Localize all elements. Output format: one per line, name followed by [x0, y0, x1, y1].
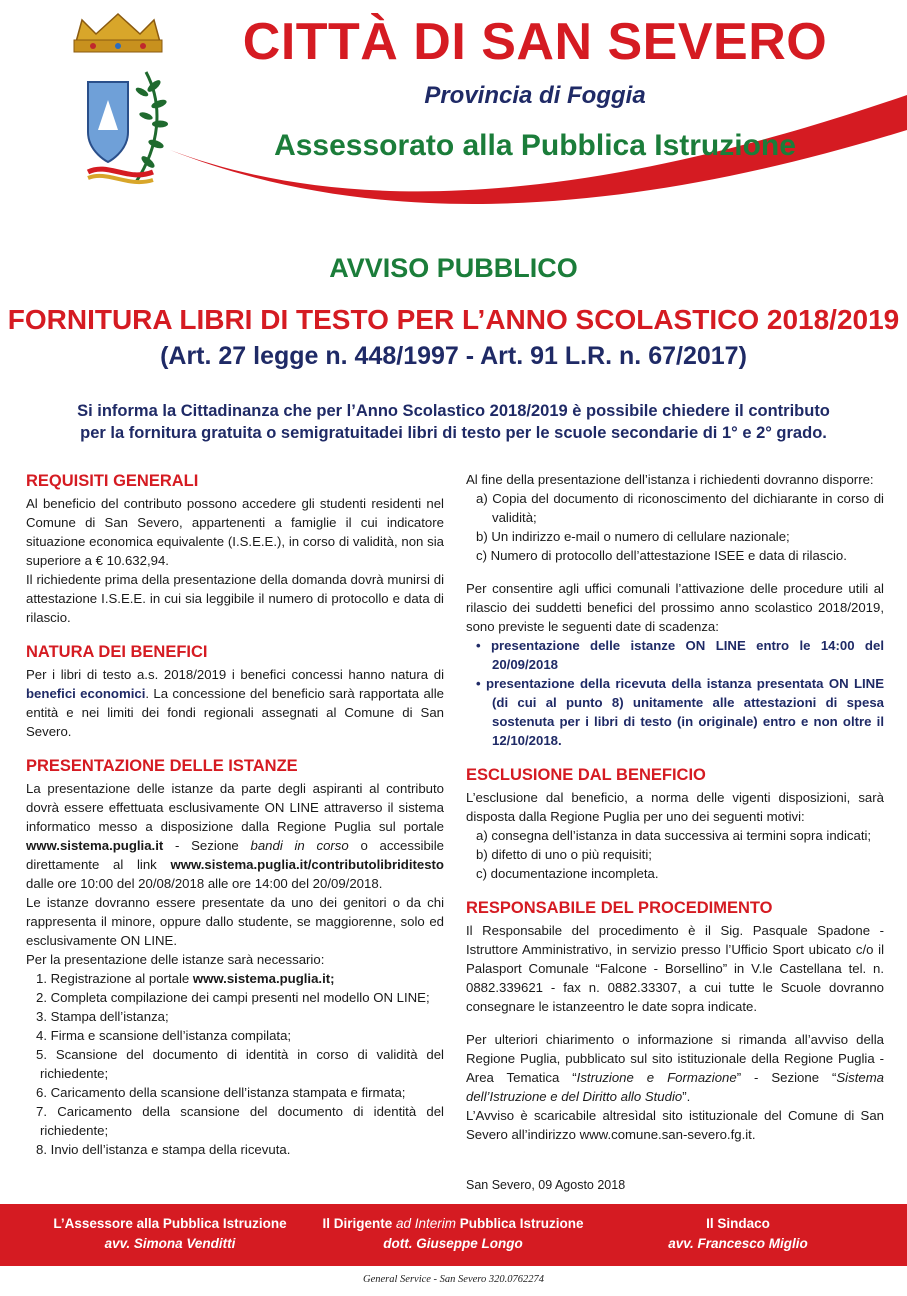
text: - Sezione [163, 838, 251, 853]
signature-role: L’Assessore alla Pubblica Istruzione [53, 1216, 287, 1231]
signature-sindaco [588, 1214, 888, 1254]
text: . La concessione del beneficio sarà rapportata alle entità e nei limiti dei fondi regionali assegnati al Comune di San Severo. [26, 686, 444, 739]
list-item: c) documentazione incompleta. [476, 866, 659, 881]
left-column [26, 470, 444, 1173]
section-presentazione [26, 755, 444, 1159]
notice-intro [40, 400, 867, 444]
text: Pubblica Istruzione [456, 1216, 584, 1231]
city-crest-emblem [58, 12, 178, 202]
department-title: Assessorato alla Pubblica Istruzione [274, 129, 796, 162]
signature-name: dott. Giuseppe Longo [383, 1236, 523, 1251]
list-item: b) Un indirizzo e-mail o numero di cellulare nazionale; [476, 529, 790, 544]
list-item: 5. Scansione del documento di identità in corso di validità del richiedente; [36, 1047, 444, 1081]
section-heading: NATURA DEI BENEFICI [26, 643, 208, 661]
deadline-item: • presentazione delle istanze ON LINE entro le 14:00 del 20/09/2018 [476, 638, 884, 672]
list-item: a) Copia del documento di riconoscimento del dichiarante in corso di validità; [476, 491, 884, 525]
deadline-item: • presentazione della ricevuta della istanza presentata ON LINE (di cui al punto 8) unitamente alle attestazioni di spesa sostenuta per i libri di testo (in originale) entro e non oltre il 12/10/2018. [476, 676, 884, 748]
section-heading: ESCLUSIONE DAL BENEFICIO [466, 766, 706, 784]
text: dalle ore 10:00 del 20/08/2018 alle ore 14:00 del 20/09/2018. [26, 876, 383, 891]
exclusion-list [466, 826, 884, 883]
laurel-branch-icon [134, 72, 168, 182]
text: Per i libri di testo a.s. 2018/2019 i benefici concessi hanno natura di [26, 667, 444, 682]
signatures-footer [0, 1204, 907, 1266]
contribution-link[interactable]: www.sistema.puglia.it/contributolibriditesto [170, 857, 444, 872]
text: ” - Sezione “ [736, 1070, 837, 1085]
steps-list [26, 969, 444, 1159]
paragraph: Per la presentazione delle istanze sarà necessario: [26, 952, 325, 967]
right-column [466, 470, 884, 1158]
paragraph: L’esclusione dal beneficio, a norma delle vigenti disposizioni, sarà disposta dalla Regione Puglia per uno dei seguenti motivi: [466, 790, 884, 824]
section-natura [26, 641, 444, 741]
section-documenti [466, 470, 884, 565]
text: o accessibile direttamente al link [26, 838, 444, 872]
section-requisiti [26, 470, 444, 627]
text: Per ulteriori chiarimento o informazione si rimanda all’avviso della Regione Puglia, pubblicato sul sito istituzionale della Regione Puglia - Area Tematica “ [466, 1032, 884, 1085]
paragraph [26, 665, 444, 741]
notice-law-reference: (Art. 27 legge n. 448/1997 - Art. 91 L.R. n. 67/2017) [160, 342, 747, 370]
signature-name: avv. Francesco Miglio [668, 1236, 808, 1251]
notice-subject: FORNITURA LIBRI DI TESTO PER L’ANNO SCOLASTICO 2018/2019 [7, 304, 900, 335]
province-subtitle: Provincia di Foggia [424, 82, 646, 109]
text: Il Dirigente [322, 1216, 396, 1231]
text-italic: Istruzione e Formazione [576, 1070, 737, 1085]
text: 1. Registrazione al portale [36, 971, 193, 986]
paragraph: L’Avviso è scaricabile altresìdal sito istituzionale del Comune di San Severo all’indirizzo www.comune.san-severo.fg.it. [466, 1108, 884, 1142]
list-item: 2. Completa compilazione dei campi presenti nel modello ON LINE; [36, 990, 430, 1005]
paragraph: Per consentire agli uffici comunali l’attivazione delle procedure utili al rilascio dei suddetti benefici del prossimo anno scolastico 2018/2019, sono previste le seguenti date di scadenza: [466, 581, 884, 634]
paragraph [466, 1030, 884, 1106]
list-item: 7. Caricamento della scansione del documento di identità del richiedente; [36, 1104, 444, 1138]
list-item: 8. Invio dell’istanza e stampa della ricevuta. [36, 1142, 291, 1157]
paragraph [26, 779, 444, 893]
paragraph: Al beneficio del contributo possono accedere gli studenti residenti nel Comune di San Severo, appartenenti a famiglie il cui indicatore situazione economica equivalente (I.S.E.E.), in corso di validità, non sia superiore a € 10.632,94. [26, 496, 444, 568]
shield-icon [88, 82, 128, 162]
signature-role [303, 1214, 603, 1234]
list-item [26, 969, 444, 988]
list-item: 6. Caricamento della scansione dell’istanza stampata e firmata; [36, 1085, 406, 1100]
paragraph: Al fine della presentazione dell’istanza i richiedenti dovranno disporre: [466, 472, 874, 487]
printer-credit: General Service - San Severo 320.0762274 [363, 1274, 544, 1285]
text-italic: ad Interim [395, 1216, 456, 1231]
signature-dirigente [303, 1214, 603, 1254]
crown-icon [74, 14, 162, 52]
notice-title: AVVISO PUBBLICO [329, 253, 578, 283]
date-line: San Severo, 09 Agosto 2018 [466, 1178, 626, 1192]
list-item: c) Numero di protocollo dell’attestazione ISEE e data di rilascio. [476, 548, 847, 563]
list-item: b) difetto di uno o più requisiti; [476, 847, 652, 862]
intro-line: per la fornitura gratuita o semigratuitadei libri di testo per le scuole secondarie di 1° e 2° grado. [80, 424, 827, 442]
paragraph: Il Responsabile del procedimento è il Sig. Pasquale Spadone - Istruttore Amministrativo, in servizio presso l’Ufficio Sport ubicato c/o il Palasport Comunale “Falcone - Borsellino” in V.le Castellana tel. n. 0882.339621 - fax n. 0882.33307, a cui tutte le Scuole dovranno consegnare le istanzeentro le date sopra indicate. [466, 923, 884, 1014]
list-item: a) consegna dell’istanza in data successiva ai termini sopra indicati; [476, 828, 872, 843]
paragraph: Le istanze dovranno essere presentate da uno dei genitori o da chi rappresenta il minore, oppure dallo studente, se maggiorenne, solo ed esclusivamente ON LINE. [26, 895, 444, 948]
text-italic: bandi in corso [250, 838, 349, 853]
section-responsabile [466, 897, 884, 1144]
list-item: 4. Firma e scansione dell’istanza compilata; [36, 1028, 292, 1043]
signature-role: Il Sindaco [706, 1216, 770, 1231]
signature-assessore [20, 1214, 320, 1254]
section-heading: RESPONSABILE DEL PROCEDIMENTO [466, 899, 773, 917]
list-item: 3. Stampa dell’istanza; [36, 1009, 169, 1024]
text-italic: Sistema dell’Istruzione e del Diritto allo Studio [466, 1070, 885, 1104]
intro-line: Si informa la Cittadinanza che per l’Anno Scolastico 2018/2019 è possibile chiedere il contributo [77, 402, 830, 420]
text: La presentazione delle istanze da parte degli aspiranti al contributo dovrà essere effettuata esclusivamente ON LINE attraverso il sistema informatico messo a disposizione dalla Regione Puglia sul portale [26, 781, 444, 834]
text: ”. [682, 1089, 691, 1104]
section-heading: PRESENTAZIONE DELLE ISTANZE [26, 757, 298, 775]
text-bold: benefici economici [26, 686, 146, 701]
section-scadenze [466, 579, 884, 750]
portal-link[interactable]: www.sistema.puglia.it [26, 838, 164, 853]
section-heading: REQUISITI GENERALI [26, 472, 199, 490]
paragraph: Il richiedente prima della presentazione della domanda dovrà munirsi di attestazione I.S.E.E. in cui sia leggibile il numero di protocollo e data di rilascio. [26, 572, 444, 625]
documents-list [466, 489, 884, 565]
signature-name: avv. Simona Venditti [104, 1236, 236, 1251]
city-title: CITTÀ DI SAN SEVERO [242, 13, 828, 71]
section-esclusione [466, 764, 884, 883]
deadlines-list [466, 636, 884, 750]
portal-link[interactable]: www.sistema.puglia.it; [192, 971, 335, 986]
